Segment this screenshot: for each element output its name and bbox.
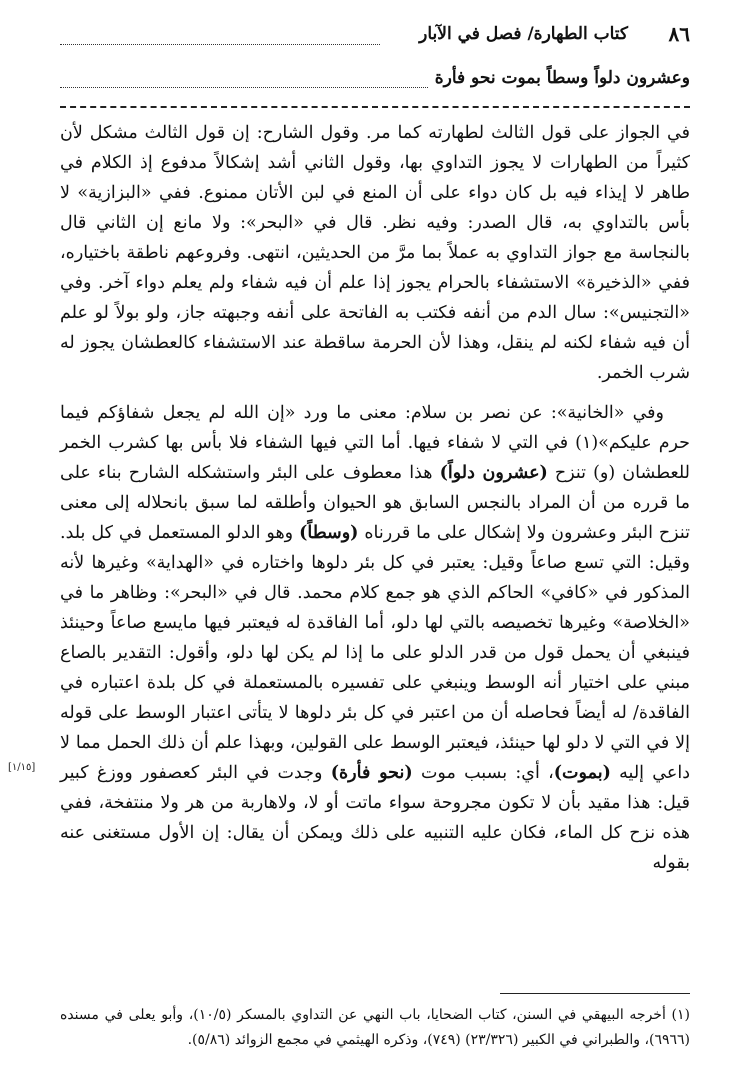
main-text — [60, 118, 690, 878]
paragraph-2-seg-5: وجدت في البئر كعصفور ووزغ كبير قيل: هذا مقيد بأن لا تكون مجروحة سواء ماتت أو لا، ولاهاربة من هر ولا منتفخة، ففي هذه نزح كل الماء، فكان عليه التنبيه على ذلك ويمكن أن يقال: إن الأول مستغنى عنه بقوله — [60, 763, 690, 873]
matn-term-nahw-farah: (نحو فأرة) — [330, 763, 413, 783]
paragraph-2 — [60, 398, 690, 878]
matn-term-ishrun-dalwan: (عشرون دلواً) — [439, 463, 548, 483]
paragraph-2-seg-4: ، أي: بسبب موت — [412, 763, 554, 783]
matn-term-bi-mawt: (بموت) — [553, 763, 611, 783]
section-subtitle: وعشرون دلواً وسطاً بموت نحو فأرة — [434, 68, 690, 88]
manuscript-folio-reference: [١/١٥] — [8, 762, 36, 773]
paragraph-1 — [60, 118, 690, 388]
header-dashed-rule — [60, 106, 690, 108]
matn-term-wasatan: (وسطاً) — [299, 523, 359, 543]
paragraph-2-seg-1: وفي «الخانية»: عن نصر بن سلام: معنى ما ورد «إن الله لم يجعل شفاؤكم فيما حرم عليكم»(١) في التي لا شفاء فيها. أما التي فيها الشفاء فلا بأس بها كشرب الخمر للعطشان (و) تنزح — [60, 403, 690, 483]
header-dotted-leader — [60, 44, 380, 45]
paragraph-1-text: في الجواز على قول الثالث لطهارته كما مر. وقول الشارح: إن قول الثالث مشكل لأن كثيراً من الطهارات لا يجوز التداوي بها، وقول الثاني أشد إشكالاً مدفوع إذ الكلام في طاهر لا إيذاء فيه بل كان دواء على أن المنع في لبن الأتان ممنوع. ففي «البزازية» لا بأس بالتداوي به، قال الصدر: وفيه نظر. قال في «البحر»: ولا مانع إن الثاني قال بالنجاسة مع جواز التداوي به عملاً بما مرَّ من الحديثين، انتهى. وفروعهم ناطقة باختياره، ففي «الذخيرة» الاستشفاء بالحرام يجوز إذا علم أن فيه شفاء ولم يعلم دواء آخر. وفي «التجنيس»: سال الدم من أنفه فكتب به الفاتحة على أنفه وجبهته جاز، ولو بولاً لو علم أن فيه شفاء لكنه لم ينقل، وهذا لأن الحرمة ساقطة عند الاستشفاء كالعطشان يجوز له شرب الخمر. — [60, 123, 690, 383]
page-header — [60, 22, 690, 50]
footnote: (١) أخرجه البيهقي في السنن، كتاب الضحايا، باب النهي عن التداوي بالمسكر (١٠/٥)، وأبو يعلى في مسنده (٦٩٦٦)، والطبراني في الكبير (٢٣/٣٢٦) (٧٤٩)، وذكره الهيثمي في مجمع الزوائد (٥/٨٦). — [60, 1007, 690, 1048]
subtitle-dotted-leader — [60, 87, 428, 88]
section-subtitle-row — [60, 68, 690, 98]
running-head: كتاب الطهارة/ فصل في الآبار — [419, 24, 628, 44]
paragraph-2-seg-3: وهو الدلو المستعمل في كل بلد. وقيل: التي تسع صاعاً وقيل: يعتبر في كل بئر دلوها واختاره في «الهداية» وغيرها لأنه المذكور في «كافي» الحاكم الذي هو جمع كلام محمد. قال في «البحر»: وظاهر ما في «الخلاصة» وغيرها تخصيصه بالتي لها دلو، أما الفاقدة له فيعتبر فيها مايسع صاعاً وحينئذ فينبغي أن يحمل قول من قدر الدلو على ما إذا لم يكن لها دلو، وأقول: التقدير بالصاع مبني على اختيار أنه الوسط وينبغي على تفسيره بالمستعملة في كل بلدة اعتباره في الفاقدة/ له أيضاً فحاصله أن من اعتبر في كل بئر دلوها لا يتأتى اعتبار الوسط على قوله إلا في التي لا دلو لها حينئذ، فيعتبر الوسط على القولين، وبهذا علم أن ذلك الحمل مما لا داعي إليه — [60, 523, 690, 783]
page-number: ٨٦ — [668, 22, 690, 46]
footnote-separator — [500, 993, 690, 994]
paragraph-2-seg-2: هذا معطوف على البئر واستشكله الشارح بناء على ما قرره من أن المراد بالنجس السابق هو الحيوان وأطلقه لما سبق بانحلاله إلى معنى تنزح البئر وعشرون ولا إشكال على ما قررناه — [60, 463, 690, 543]
